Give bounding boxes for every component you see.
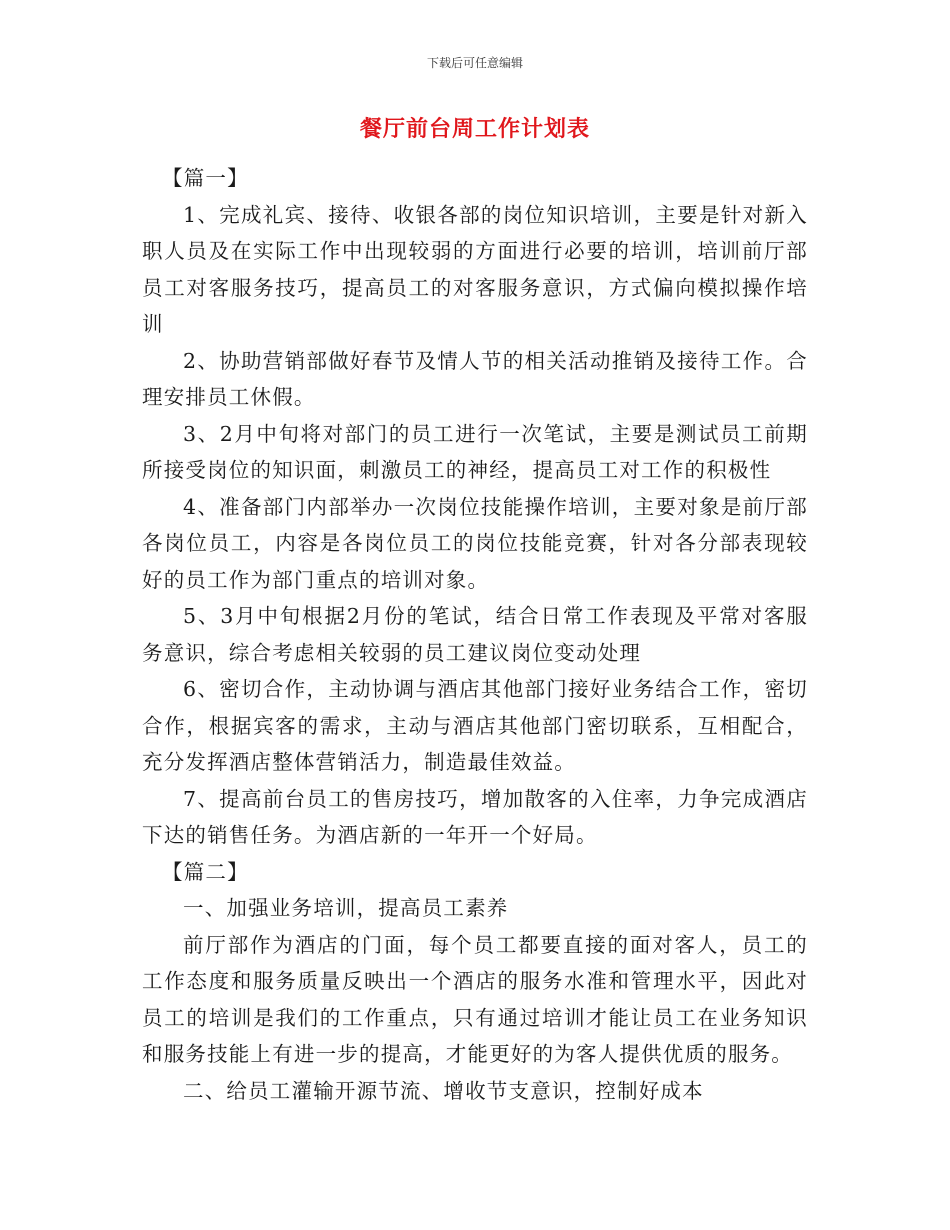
document-title: 餐厅前台周工作计划表 [359, 116, 590, 142]
section-2 [142, 854, 808, 1110]
paragraph: 2、协助营销部做好春节及情人节的相关活动推销及接待工作。合理安排员工休假。 [142, 348, 808, 409]
paragraph: 前厅部作为酒店的门面，每个员工都要直接的面对客人，员工的工作态度和服务质量反映出一个酒店的服务水准和管理水平，因此对员工的培训是我们的工作重点，只有通过培训才能让员工在业务知识和服务技能上有进一步的提高，才能更好的为客人提供优质的服务。 [142, 932, 808, 1066]
paragraph: 1、完成礼宾、接待、收银各部的岗位知识培训，主要是针对新入职人员及在实际工作中出现较弱的方面进行必要的培训，培训前厅部员工对客服务技巧，提高员工的对客服务意识，方式偏向模拟操作培训 [142, 202, 808, 336]
paragraph: 5、3月中旬根据2月份的笔试，结合日常工作表现及平常对客服务意识，综合考虑相关较弱的员工建议岗位变动处理 [142, 604, 808, 665]
paragraph: 3、2月中旬将对部门的员工进行一次笔试，主要是测试员工前期所接受岗位的知识面，刺激员工的神经，提高员工对工作的积极性 [142, 421, 808, 482]
document-body [142, 160, 808, 1109]
paragraph: 4、准备部门内部举办一次岗位技能操作培训，主要对象是前厅部各岗位员工，内容是各岗位员工的岗位技能竞赛，针对各分部表现较好的员工作为部门重点的培训对象。 [142, 494, 808, 592]
paragraph: 二、给员工灌输开源节流、增收节支意识，控制好成本 [183, 1078, 704, 1103]
paragraph: 一、加强业务培训，提高员工素养 [183, 896, 509, 920]
header-note: 下载后可任意编辑 [426, 56, 523, 70]
section-1 [142, 160, 808, 854]
section-heading: 【篇一】 [162, 166, 249, 190]
section-heading: 【篇二】 [162, 859, 249, 884]
paragraph: 7、提高前台员工的售房技巧，增加散客的入住率，力争完成酒店下达的销售任务。为酒店新的一年开一个好局。 [142, 786, 808, 847]
paragraph: 6、密切合作，主动协调与酒店其他部门接好业务结合工作，密切合作，根据宾客的需求，主动与酒店其他部门密切联系，互相配合，充分发挥酒店整体营销活力，制造最佳效益。 [142, 677, 808, 774]
